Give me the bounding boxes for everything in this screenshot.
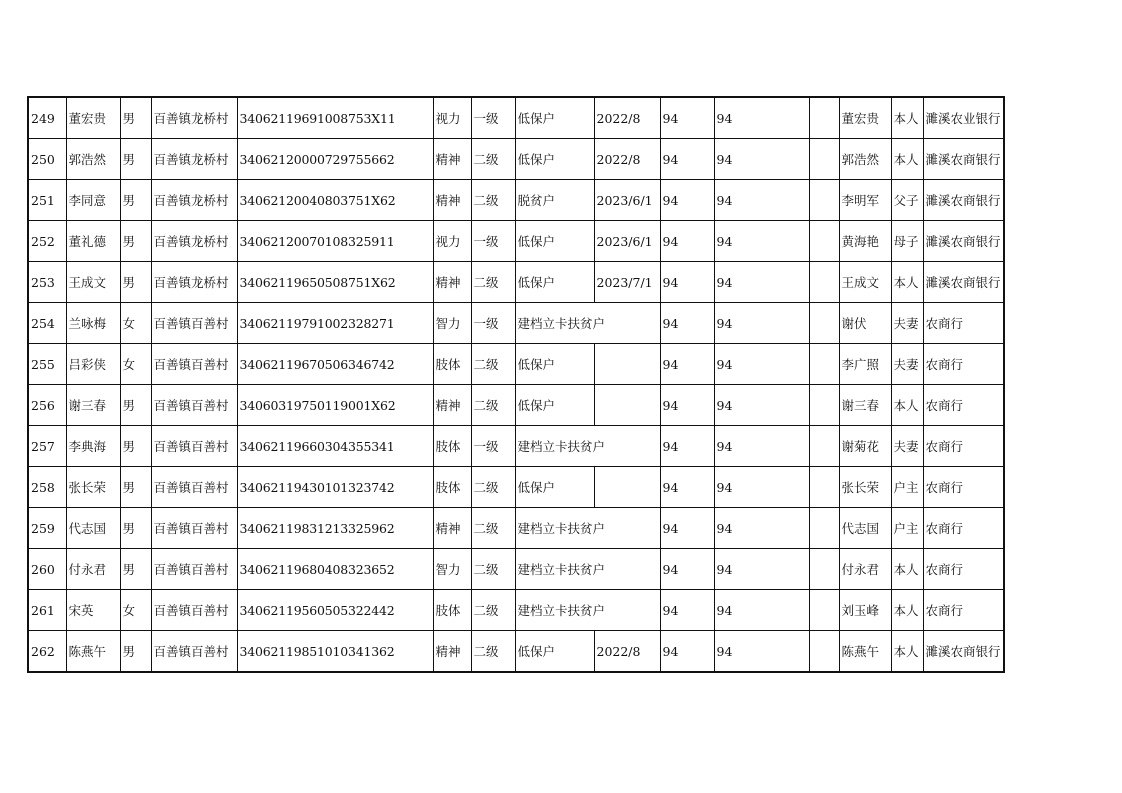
amount-cell: 94	[660, 508, 714, 549]
subsidy-cell: 94	[714, 590, 809, 631]
address-cell: 百善镇龙桥村	[151, 262, 237, 303]
disability-type-cell: 精神	[433, 180, 471, 221]
subsidy-cell: 94	[714, 139, 809, 180]
payee-cell: 董宏贵	[839, 97, 891, 139]
bank-cell: 濉溪农业银行	[923, 97, 1004, 139]
household-status-cell: 建档立卡扶贫户	[515, 508, 660, 549]
disability-level-cell: 一级	[471, 303, 515, 344]
address-cell: 百善镇百善村	[151, 303, 237, 344]
relation-cell: 本人	[891, 139, 923, 180]
household-status-cell: 低保户	[515, 139, 594, 180]
address-cell: 百善镇龙桥村	[151, 180, 237, 221]
payee-cell: 黄海艳	[839, 221, 891, 262]
disability-level-cell: 一级	[471, 221, 515, 262]
address-cell: 百善镇百善村	[151, 590, 237, 631]
amount-cell: 94	[660, 262, 714, 303]
amount-cell: 94	[660, 303, 714, 344]
start-date-cell	[594, 385, 660, 426]
name-cell: 董礼德	[66, 221, 120, 262]
id-number-cell: 34062119791002328271	[237, 303, 433, 344]
household-status-cell: 低保户	[515, 385, 594, 426]
table-row	[28, 262, 1004, 303]
relation-cell: 父子	[891, 180, 923, 221]
subsidy-cell: 94	[714, 426, 809, 467]
amount-cell: 94	[660, 549, 714, 590]
name-cell: 付永君	[66, 549, 120, 590]
payee-cell: 代志国	[839, 508, 891, 549]
amount-cell: 94	[660, 139, 714, 180]
amount-cell: 94	[660, 385, 714, 426]
address-cell: 百善镇百善村	[151, 344, 237, 385]
address-cell: 百善镇百善村	[151, 549, 237, 590]
household-status-cell: 低保户	[515, 97, 594, 139]
household-status-cell: 建档立卡扶贫户	[515, 590, 660, 631]
bank-cell: 濉溪农商银行	[923, 221, 1004, 262]
disability-level-cell: 二级	[471, 139, 515, 180]
payee-cell: 张长荣	[839, 467, 891, 508]
disability-type-cell: 精神	[433, 385, 471, 426]
subsidy-cell: 94	[714, 221, 809, 262]
household-status-cell: 脱贫户	[515, 180, 594, 221]
remark-cell	[809, 97, 839, 139]
disability-level-cell: 二级	[471, 467, 515, 508]
address-cell: 百善镇百善村	[151, 467, 237, 508]
name-cell: 宋英	[66, 590, 120, 631]
disability-type-cell: 精神	[433, 139, 471, 180]
relation-cell: 夫妻	[891, 426, 923, 467]
sex-cell: 男	[120, 631, 151, 673]
household-status-cell: 建档立卡扶贫户	[515, 549, 660, 590]
payee-cell: 陈燕午	[839, 631, 891, 673]
payee-cell: 王成文	[839, 262, 891, 303]
disability-type-cell: 肢体	[433, 590, 471, 631]
relation-cell: 本人	[891, 97, 923, 139]
sex-cell: 男	[120, 385, 151, 426]
household-status-cell: 低保户	[515, 344, 594, 385]
sex-cell: 男	[120, 426, 151, 467]
disability-type-cell: 精神	[433, 508, 471, 549]
household-status-cell: 建档立卡扶贫户	[515, 426, 660, 467]
name-cell: 王成文	[66, 262, 120, 303]
id-number-cell: 34062119560505322442	[237, 590, 433, 631]
address-cell: 百善镇百善村	[151, 631, 237, 673]
name-cell: 郭浩然	[66, 139, 120, 180]
sex-cell: 女	[120, 344, 151, 385]
subsidy-cell: 94	[714, 508, 809, 549]
bank-cell: 濉溪农商银行	[923, 180, 1004, 221]
relation-cell: 户主	[891, 467, 923, 508]
remark-cell	[809, 385, 839, 426]
table-row	[28, 97, 1004, 139]
name-cell: 陈燕午	[66, 631, 120, 673]
row-number-cell: 255	[28, 344, 66, 385]
disability-type-cell: 视力	[433, 97, 471, 139]
subsidy-cell: 94	[714, 385, 809, 426]
remark-cell	[809, 508, 839, 549]
remark-cell	[809, 344, 839, 385]
sex-cell: 女	[120, 303, 151, 344]
id-number-cell: 34062119831213325962	[237, 508, 433, 549]
bank-cell: 濉溪农商银行	[923, 262, 1004, 303]
sex-cell: 男	[120, 221, 151, 262]
table-row	[28, 221, 1004, 262]
row-number-cell: 254	[28, 303, 66, 344]
disability-level-cell: 二级	[471, 344, 515, 385]
start-date-cell: 2022/8	[594, 631, 660, 673]
payee-cell: 谢伏	[839, 303, 891, 344]
subsidy-cell: 94	[714, 303, 809, 344]
payee-cell: 刘玉峰	[839, 590, 891, 631]
id-number-cell: 34062119691008753X11	[237, 97, 433, 139]
row-number-cell: 256	[28, 385, 66, 426]
address-cell: 百善镇百善村	[151, 385, 237, 426]
disability-type-cell: 肢体	[433, 426, 471, 467]
relation-cell: 夫妻	[891, 344, 923, 385]
disability-type-cell: 精神	[433, 631, 471, 673]
subsidy-cell: 94	[714, 344, 809, 385]
start-date-cell: 2023/6/1	[594, 221, 660, 262]
sex-cell: 女	[120, 590, 151, 631]
amount-cell: 94	[660, 590, 714, 631]
disability-level-cell: 二级	[471, 385, 515, 426]
row-number-cell: 259	[28, 508, 66, 549]
bank-cell: 农商行	[923, 385, 1004, 426]
bank-cell: 濉溪农商银行	[923, 139, 1004, 180]
disability-level-cell: 二级	[471, 508, 515, 549]
relation-cell: 本人	[891, 549, 923, 590]
sex-cell: 男	[120, 262, 151, 303]
sex-cell: 男	[120, 549, 151, 590]
remark-cell	[809, 631, 839, 673]
payee-cell: 谢三春	[839, 385, 891, 426]
name-cell: 谢三春	[66, 385, 120, 426]
table-row	[28, 467, 1004, 508]
amount-cell: 94	[660, 426, 714, 467]
payee-cell: 郭浩然	[839, 139, 891, 180]
remark-cell	[809, 139, 839, 180]
subsidy-cell: 94	[714, 631, 809, 673]
bank-cell: 濉溪农商银行	[923, 631, 1004, 673]
disability-level-cell: 二级	[471, 590, 515, 631]
subsidy-cell: 94	[714, 97, 809, 139]
id-number-cell: 34062120040803751X62	[237, 180, 433, 221]
address-cell: 百善镇龙桥村	[151, 221, 237, 262]
start-date-cell	[594, 467, 660, 508]
remark-cell	[809, 467, 839, 508]
address-cell: 百善镇龙桥村	[151, 97, 237, 139]
remark-cell	[809, 180, 839, 221]
beneficiary-table	[27, 96, 1005, 673]
row-number-cell: 252	[28, 221, 66, 262]
bank-cell: 农商行	[923, 508, 1004, 549]
table-row	[28, 139, 1004, 180]
bank-cell: 农商行	[923, 303, 1004, 344]
table-row	[28, 631, 1004, 673]
id-number-cell: 34062120000729755662	[237, 139, 433, 180]
relation-cell: 母子	[891, 221, 923, 262]
amount-cell: 94	[660, 467, 714, 508]
disability-type-cell: 视力	[433, 221, 471, 262]
sex-cell: 男	[120, 139, 151, 180]
id-number-cell: 34062119851010341362	[237, 631, 433, 673]
relation-cell: 本人	[891, 590, 923, 631]
row-number-cell: 261	[28, 590, 66, 631]
table-row	[28, 508, 1004, 549]
remark-cell	[809, 221, 839, 262]
disability-level-cell: 一级	[471, 97, 515, 139]
household-status-cell: 低保户	[515, 467, 594, 508]
row-number-cell: 253	[28, 262, 66, 303]
household-status-cell: 低保户	[515, 221, 594, 262]
bank-cell: 农商行	[923, 549, 1004, 590]
row-number-cell: 262	[28, 631, 66, 673]
address-cell: 百善镇龙桥村	[151, 139, 237, 180]
start-date-cell: 2022/8	[594, 97, 660, 139]
disability-type-cell: 肢体	[433, 344, 471, 385]
name-cell: 代志国	[66, 508, 120, 549]
bank-cell: 农商行	[923, 590, 1004, 631]
payee-cell: 李广照	[839, 344, 891, 385]
sex-cell: 男	[120, 97, 151, 139]
table-row	[28, 344, 1004, 385]
amount-cell: 94	[660, 180, 714, 221]
household-status-cell: 低保户	[515, 262, 594, 303]
name-cell: 张长荣	[66, 467, 120, 508]
address-cell: 百善镇百善村	[151, 508, 237, 549]
start-date-cell: 2022/8	[594, 139, 660, 180]
remark-cell	[809, 426, 839, 467]
remark-cell	[809, 590, 839, 631]
subsidy-cell: 94	[714, 467, 809, 508]
row-number-cell: 249	[28, 97, 66, 139]
start-date-cell: 2023/7/1	[594, 262, 660, 303]
id-number-cell: 34062119660304355341	[237, 426, 433, 467]
bank-cell: 农商行	[923, 344, 1004, 385]
name-cell: 董宏贵	[66, 97, 120, 139]
id-number-cell: 34062119650508751X62	[237, 262, 433, 303]
amount-cell: 94	[660, 631, 714, 673]
disability-type-cell: 精神	[433, 262, 471, 303]
name-cell: 李典海	[66, 426, 120, 467]
table-row	[28, 549, 1004, 590]
row-number-cell: 260	[28, 549, 66, 590]
table-row	[28, 180, 1004, 221]
disability-level-cell: 二级	[471, 549, 515, 590]
start-date-cell	[594, 344, 660, 385]
row-number-cell: 258	[28, 467, 66, 508]
sex-cell: 男	[120, 508, 151, 549]
row-number-cell: 250	[28, 139, 66, 180]
household-status-cell: 建档立卡扶贫户	[515, 303, 660, 344]
disability-type-cell: 智力	[433, 303, 471, 344]
id-number-cell: 34062119680408323652	[237, 549, 433, 590]
relation-cell: 本人	[891, 385, 923, 426]
payee-cell: 付永君	[839, 549, 891, 590]
subsidy-cell: 94	[714, 180, 809, 221]
name-cell: 李同意	[66, 180, 120, 221]
row-number-cell: 257	[28, 426, 66, 467]
table-row	[28, 590, 1004, 631]
relation-cell: 户主	[891, 508, 923, 549]
bank-cell: 农商行	[923, 426, 1004, 467]
amount-cell: 94	[660, 221, 714, 262]
id-number-cell: 34060319750119001X62	[237, 385, 433, 426]
name-cell: 吕彩侠	[66, 344, 120, 385]
disability-level-cell: 二级	[471, 180, 515, 221]
disability-type-cell: 智力	[433, 549, 471, 590]
relation-cell: 本人	[891, 631, 923, 673]
table-body	[28, 97, 1004, 672]
disability-type-cell: 肢体	[433, 467, 471, 508]
payee-cell: 谢菊花	[839, 426, 891, 467]
name-cell: 兰咏梅	[66, 303, 120, 344]
disability-level-cell: 一级	[471, 426, 515, 467]
subsidy-cell: 94	[714, 262, 809, 303]
table-row	[28, 385, 1004, 426]
table-row	[28, 303, 1004, 344]
bank-cell: 农商行	[923, 467, 1004, 508]
id-number-cell: 34062119430101323742	[237, 467, 433, 508]
remark-cell	[809, 303, 839, 344]
subsidy-cell: 94	[714, 549, 809, 590]
amount-cell: 94	[660, 97, 714, 139]
payee-cell: 李明军	[839, 180, 891, 221]
sex-cell: 男	[120, 180, 151, 221]
row-number-cell: 251	[28, 180, 66, 221]
id-number-cell: 34062119670506346742	[237, 344, 433, 385]
remark-cell	[809, 549, 839, 590]
remark-cell	[809, 262, 839, 303]
relation-cell: 夫妻	[891, 303, 923, 344]
address-cell: 百善镇百善村	[151, 426, 237, 467]
amount-cell: 94	[660, 344, 714, 385]
start-date-cell: 2023/6/1	[594, 180, 660, 221]
relation-cell: 本人	[891, 262, 923, 303]
household-status-cell: 低保户	[515, 631, 594, 673]
id-number-cell: 34062120070108325911	[237, 221, 433, 262]
disability-level-cell: 二级	[471, 262, 515, 303]
sex-cell: 男	[120, 467, 151, 508]
table-row	[28, 426, 1004, 467]
disability-level-cell: 二级	[471, 631, 515, 673]
